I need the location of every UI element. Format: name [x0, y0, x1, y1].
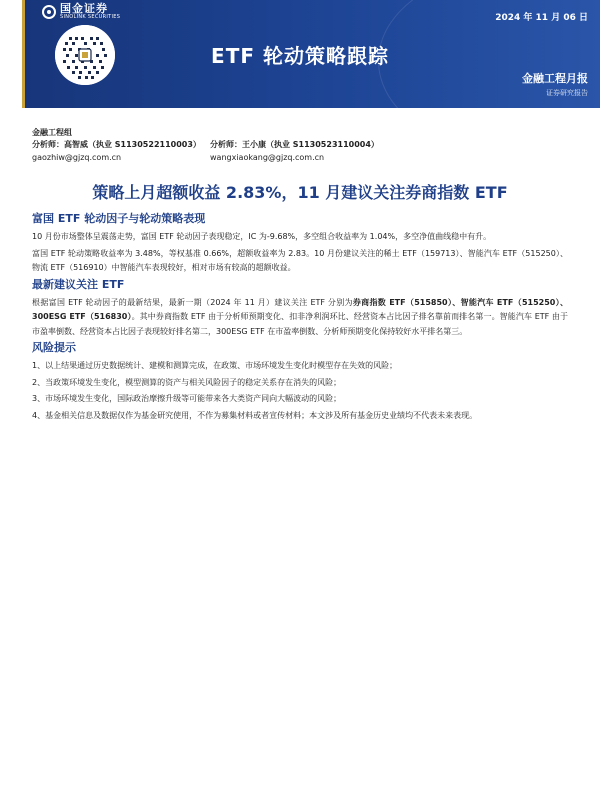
analyst-email[interactable]: wangxiaokang@gjzq.com.cn	[210, 153, 325, 162]
report-body	[32, 212, 568, 425]
company-logo	[42, 3, 120, 20]
analyst-label: 分析师：王小康（执业 S1130523110004）	[210, 140, 379, 149]
report-headline: 策略上月超额收益 2.83%，11 月建议关注券商指数 ETF	[92, 183, 508, 202]
logo-icon	[42, 5, 56, 19]
risk-item: 2、当政策环境发生变化，模型测算的资产与相关风险因子的稳定关系存在消失的风险；	[32, 377, 342, 387]
analyst-1	[32, 139, 232, 164]
logo-name-cn: 国金证券	[60, 2, 108, 15]
department-name: 金融工程组	[32, 128, 72, 137]
section-title: 富国 ETF 轮动因子与轮动策略表现	[32, 212, 206, 225]
recommended-etfs: 券商指数 ETF（515850）、智能汽车 ETF（515250）、300ESG ETF（516830）	[32, 297, 568, 321]
report-date: 2024 年 11 月 06 日	[495, 13, 588, 23]
report-type: 金融工程月报	[522, 72, 588, 85]
section-title: 风险提示	[32, 341, 76, 354]
paragraph-text: 根据富国 ETF 轮动因子的最新结果，最新一期（2024 年 11 月）建议关注 ETF 分别为	[32, 297, 353, 307]
risk-item: 4、基金相关信息及数据仅作为基金研究使用，不作为募集材料或者宣传材料；本文涉及所有基金历史业绩均不代表未来表现。	[32, 410, 478, 420]
authors-block	[32, 127, 379, 162]
body-paragraph: 10 月份市场整体呈震荡走势，富国 ETF 轮动因子表现稳定，IC 为-9.68%，多空组合收益率为 1.04%，多空净值曲线稳中有升。	[32, 232, 492, 241]
paragraph-text: 。其中券商指数 ETF 由于分析师预期变化、扣非净利润环比、经营资本占比因子排名靠前而排名第一。智能汽车 ETF 由于市盈率倒数、经营资本占比因子表现较好排名第二，300ESG ETF 在市盈率倒数、分析师预期变化保持较好水平排名第三。	[32, 312, 568, 336]
body-paragraph	[32, 296, 568, 340]
logo-name-en: SINOLINK SECURITIES	[60, 14, 121, 20]
risk-item: 3、市场环境发生变化，国际政治摩擦升级等可能带来各大类资产同向大幅波动的风险；	[32, 394, 342, 403]
report-title: ETF 轮动策略跟踪	[211, 44, 389, 68]
section-title: 最新建议关注 ETF	[32, 277, 125, 291]
analyst-email[interactable]: gaozhiw@gjzq.com.cn	[32, 153, 122, 162]
analyst-label: 分析师：高智威（执业 S1130522110003）	[32, 140, 201, 149]
risk-item: 1、以上结果通过历史数据统计、建模和测算完成，在政策、市场环境发生变化时模型存在失效的风险；	[32, 361, 398, 370]
body-paragraph: 富国 ETF 轮动策略收益率为 3.48%，等权基准 0.66%，超额收益率为 2.83。10 月份建议关注的稀土 ETF（159713）、智能汽车 ETF（515250）、物流 ETF（516910）中智能汽车表现较好，相对市场有较高的超额收益。	[32, 248, 568, 272]
analyst-2	[210, 139, 410, 164]
report-subtype: 证券研究报告	[546, 89, 588, 97]
